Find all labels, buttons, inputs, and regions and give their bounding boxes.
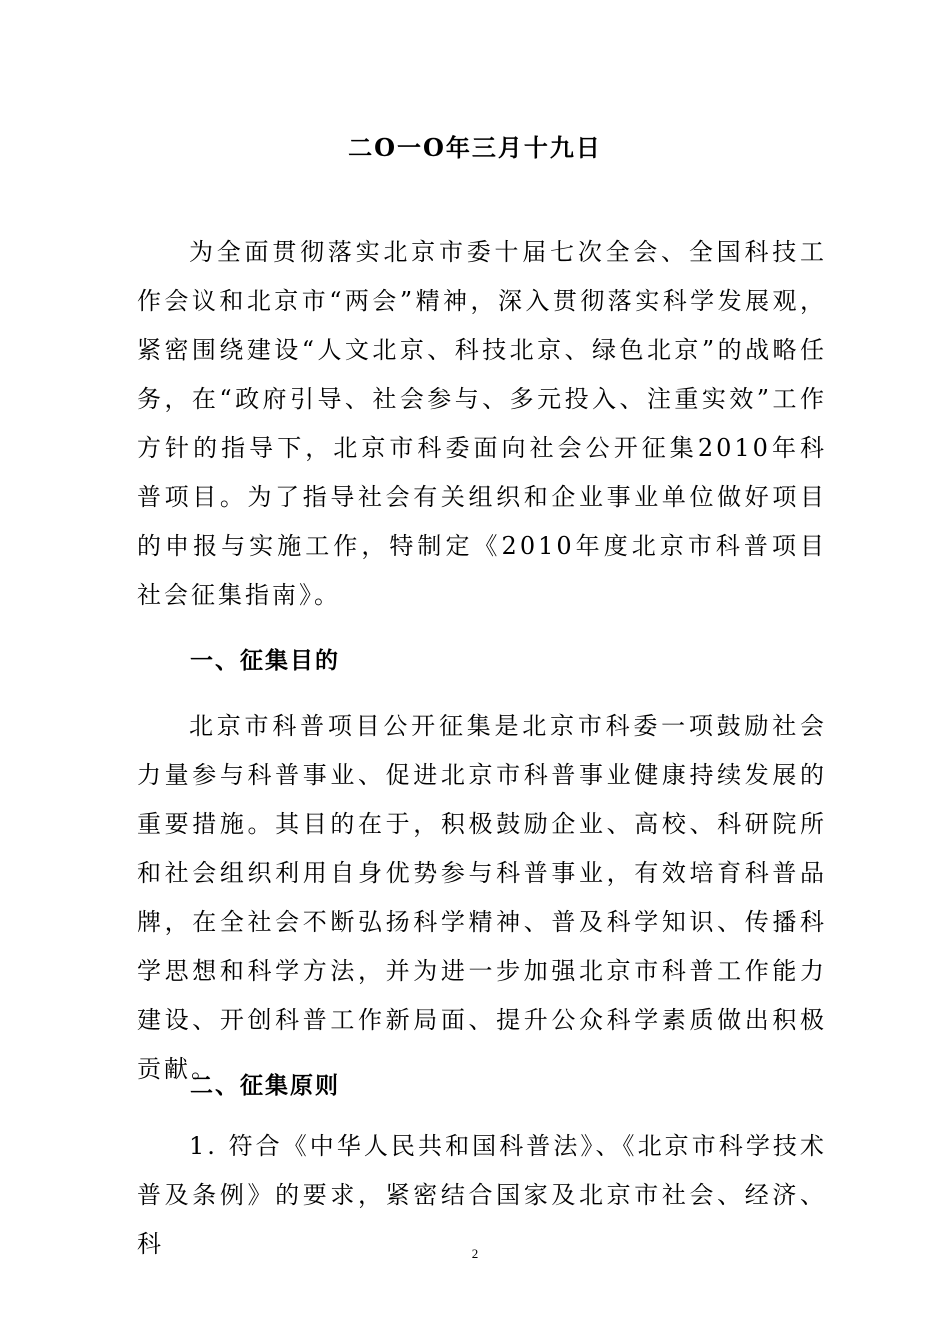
page-number: 2 <box>471 1246 479 1261</box>
section-heading-purpose: 一、征集目的 <box>190 648 340 674</box>
document-date: 二O一O年三月十九日 <box>348 133 602 162</box>
section-body-purpose: 北京市科普项目公开征集是北京市科委一项鼓励社会力量参与科普事业、促进北京市科普事业健康持续发展的重要措施。其目的在于，积极鼓励企业、高校、科研院所和社会组织利用自身优势参与科普事业，有效培育科普品牌，在全社会不断弘扬科学精神、普及科学知识、传播科学思想和科学方法，并为进一步加强北京市科普工作能力建设、开创科普工作新局面、提升公众科学素质做出积极贡献。 <box>137 712 827 1083</box>
section-body-principles: 1. 符合《中华人民共和国科普法》、《北京市科学技术普及条例》的要求，紧密结合国家及北京市社会、经济、科 <box>137 1132 827 1258</box>
section-heading-principles: 二、征集原则 <box>190 1073 340 1099</box>
intro-paragraph: 为全面贯彻落实北京市委十届七次全会、全国科技工作会议和北京市“两会”精神，深入贯彻落实科学发展观，紧密围绕建设“人文北京、科技北京、绿色北京”的战略任务，在“政府引导、社会参与、多元投入、注重实效”工作方针的指导下，北京市科委面向社会公开征集2010年科普项目。为了指导社会有关组织和企业事业单位做好项目的申报与实施工作，特制定《2010年度北京市科普项目社会征集指南》。 <box>137 238 827 609</box>
